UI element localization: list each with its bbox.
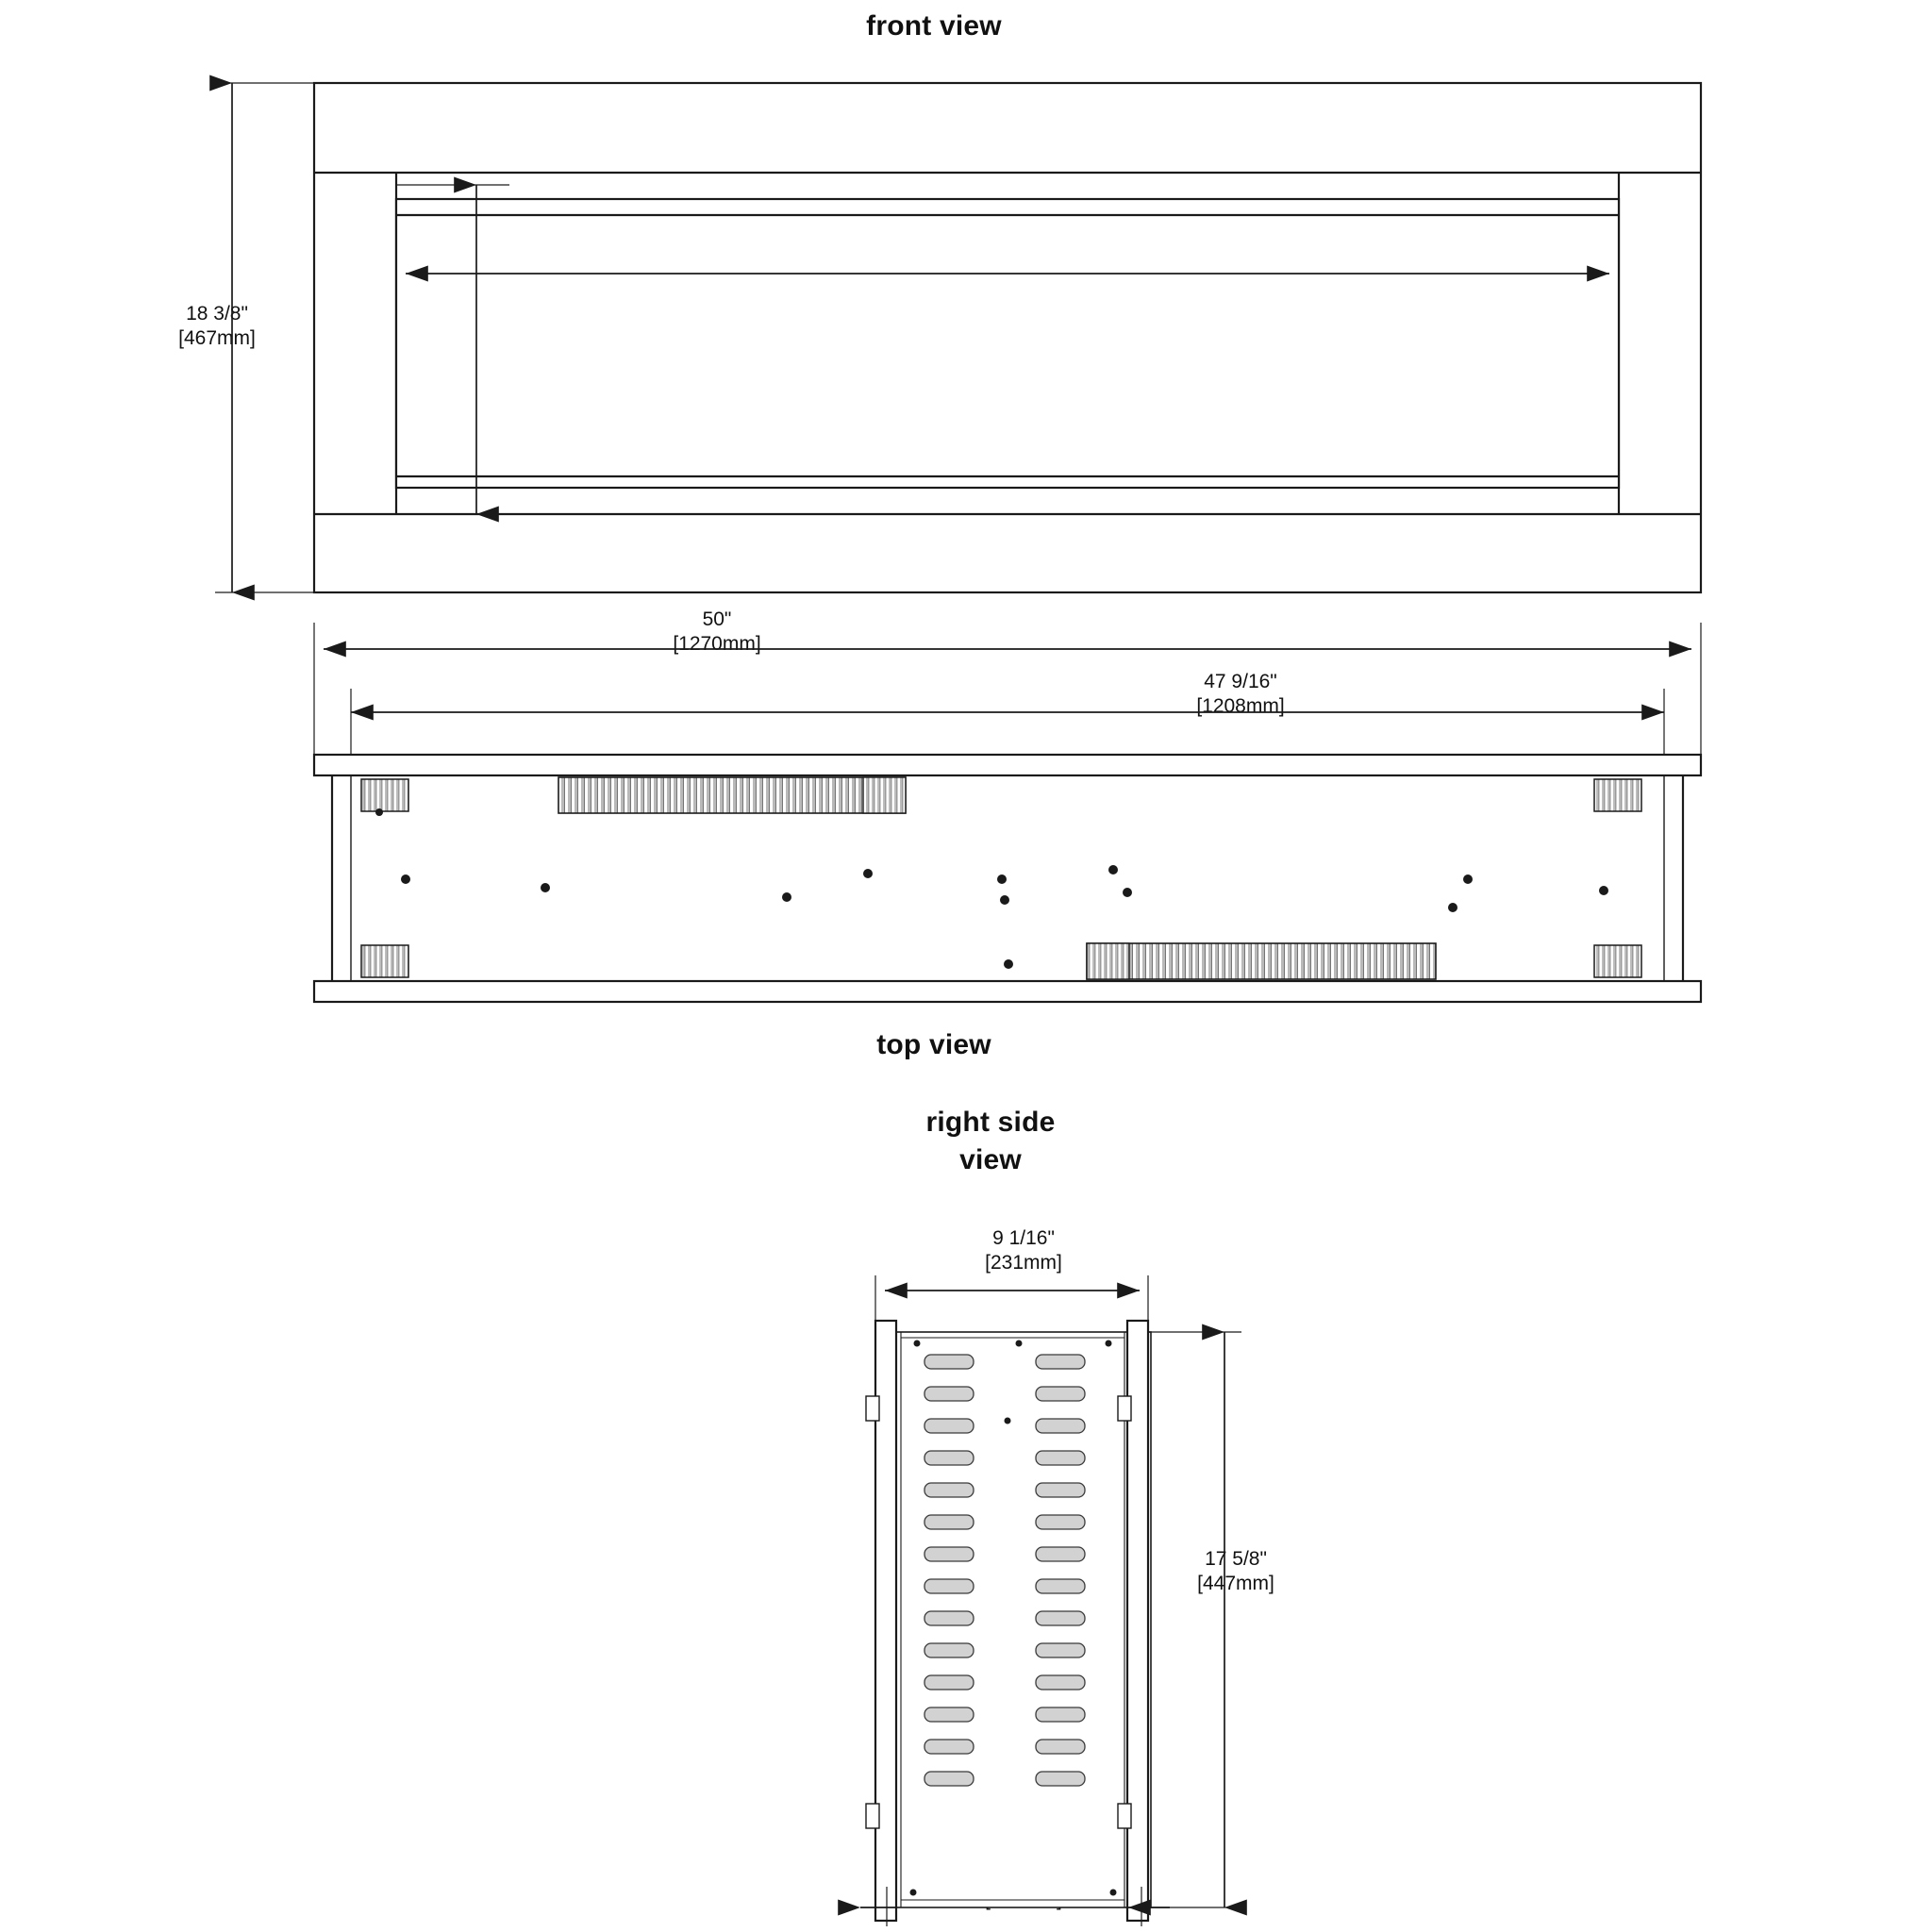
dim-top-inner-width-geometry	[351, 689, 1664, 755]
dim-side-top-depth-metric: [231mm]	[985, 1251, 1062, 1274]
dim-side-height-geometry	[1148, 1332, 1241, 1907]
dim-top-inner-width-metric: [1208mm]	[1196, 694, 1285, 717]
top-view-body	[314, 755, 1701, 1002]
front-view-body	[314, 83, 1701, 592]
right-side-view-body	[866, 1321, 1151, 1921]
dim-front-height-geometry	[215, 83, 314, 592]
dim-front-height-imperial: 18 3/8"	[186, 303, 248, 325]
dim-side-top-depth-geometry	[875, 1275, 1148, 1321]
dim-front-height-metric: [467mm]	[178, 326, 256, 349]
dim-side-height-metric: [447mm]	[1197, 1572, 1274, 1594]
top-view-title: top view	[876, 1029, 991, 1060]
right-side-view-title-line1: right side	[925, 1107, 1056, 1138]
dim-top-inner-width-imperial: 47 9/16"	[1204, 671, 1277, 692]
dim-top-overall-width-geometry	[314, 623, 1701, 755]
dim-side-height-imperial: 17 5/8"	[1205, 1548, 1267, 1570]
dim-top-overall-width-imperial: 50"	[702, 608, 732, 630]
right-side-view-title-line2: view	[959, 1144, 1022, 1175]
front-view-title: front view	[866, 10, 1002, 42]
dim-top-overall-width-metric: [1270mm]	[673, 632, 761, 655]
dim-side-top-depth-imperial: 9 1/16"	[992, 1227, 1055, 1249]
